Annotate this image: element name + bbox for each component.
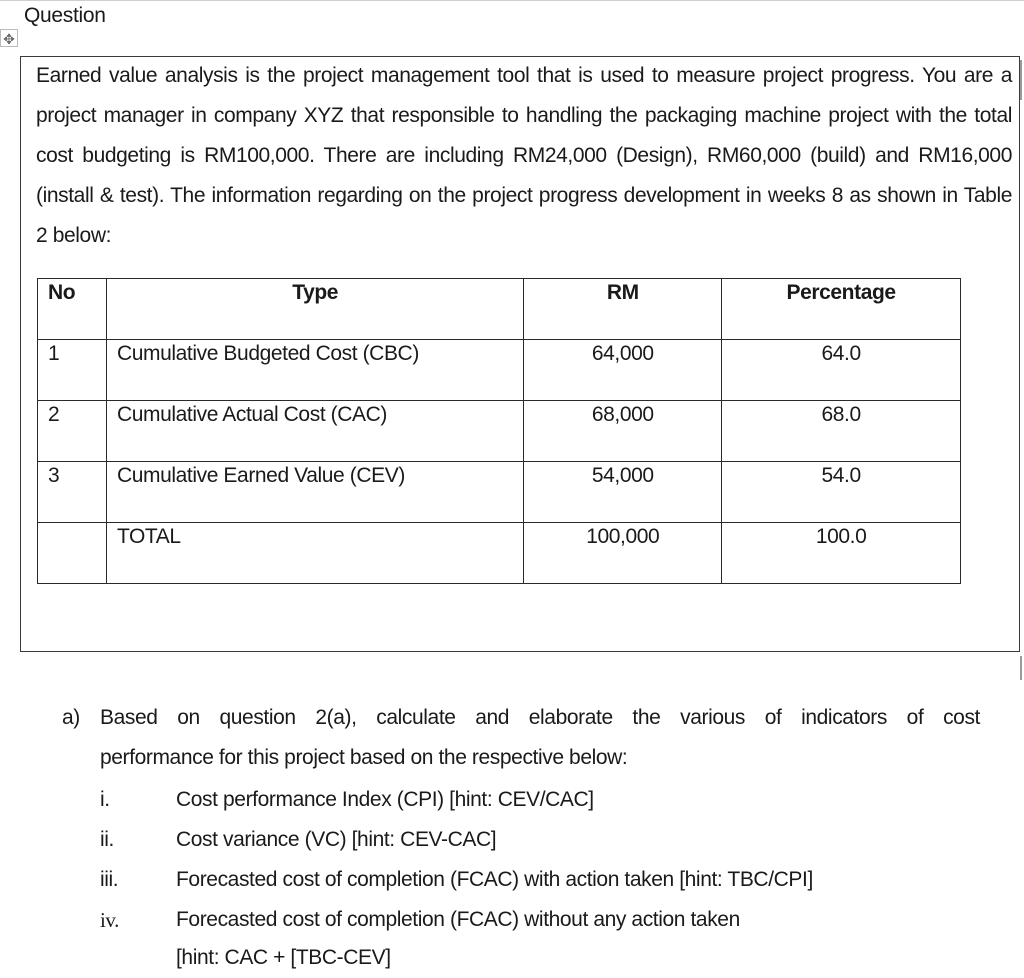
move-handle-icon[interactable]: ✥ [0,29,18,47]
item-number: iv. [100,908,120,932]
item-number: i. [100,788,110,811]
cell-no: 2 [38,401,107,462]
table-row [38,401,961,462]
progress-table [37,278,961,584]
item-text: Cost performance Index (CPI) [hint: CEV/CAC] [176,788,594,811]
cell-type: Cumulative Earned Value (CEV) [106,462,523,523]
table-header-row [38,279,961,340]
item-text: Cost variance (VC) [hint: CEV-CAC] [176,828,497,851]
item-number: ii. [100,828,114,851]
header-type: Type [106,279,523,340]
cell-percentage: 54.0 [722,462,961,523]
table-row [38,340,961,401]
item-text-continuation: [hint: CAC + [TBC-CEV] [176,946,391,969]
cell-rm: 100,000 [524,523,722,584]
question-a-label: a) [62,706,80,729]
item-number: iii. [100,868,119,891]
cell-percentage: 100.0 [722,523,961,584]
cell-no [38,523,107,584]
table-row [38,462,961,523]
header-rm: RM [524,279,722,340]
cell-rm: 68,000 [524,401,722,462]
header-percentage: Percentage [722,279,961,340]
cell-percentage: 68.0 [722,401,961,462]
question-a-line1: Based on question 2(a), calculate and elaborate the various of indicators of cost [100,706,980,729]
cell-rm: 64,000 [524,340,722,401]
question-heading: Question [24,4,106,27]
question-a-line2: performance for this project based on the respective below: [100,746,628,769]
cell-type: Cumulative Actual Cost (CAC) [106,401,523,462]
cell-type: TOTAL [106,523,523,584]
top-border [0,0,1024,1]
margin-marker [1020,60,1022,100]
cell-type: Cumulative Budgeted Cost (CBC) [106,340,523,401]
question-paragraph: Earned value analysis is the project management tool that is used to measure project progress. You are a project manager in company XYZ that responsible to handling the packaging machine project with the total cost budgeting is RM100,000. There are including RM24,000 (Design), RM60,000 (build) and RM16,000 (install & test). The information regarding on the project progress development in weeks 8 as shown in Table 2 below: [36,64,1012,247]
margin-marker-lower [1020,656,1022,680]
cell-percentage: 64.0 [722,340,961,401]
item-text: Forecasted cost of completion (FCAC) with action taken [hint: TBC/CPI] [176,868,813,891]
header-no: No [38,279,107,340]
cell-no: 3 [38,462,107,523]
cell-rm: 54,000 [524,462,722,523]
item-text: Forecasted cost of completion (FCAC) without any action taken [176,908,740,931]
table-total-row [38,523,961,584]
cell-no: 1 [38,340,107,401]
